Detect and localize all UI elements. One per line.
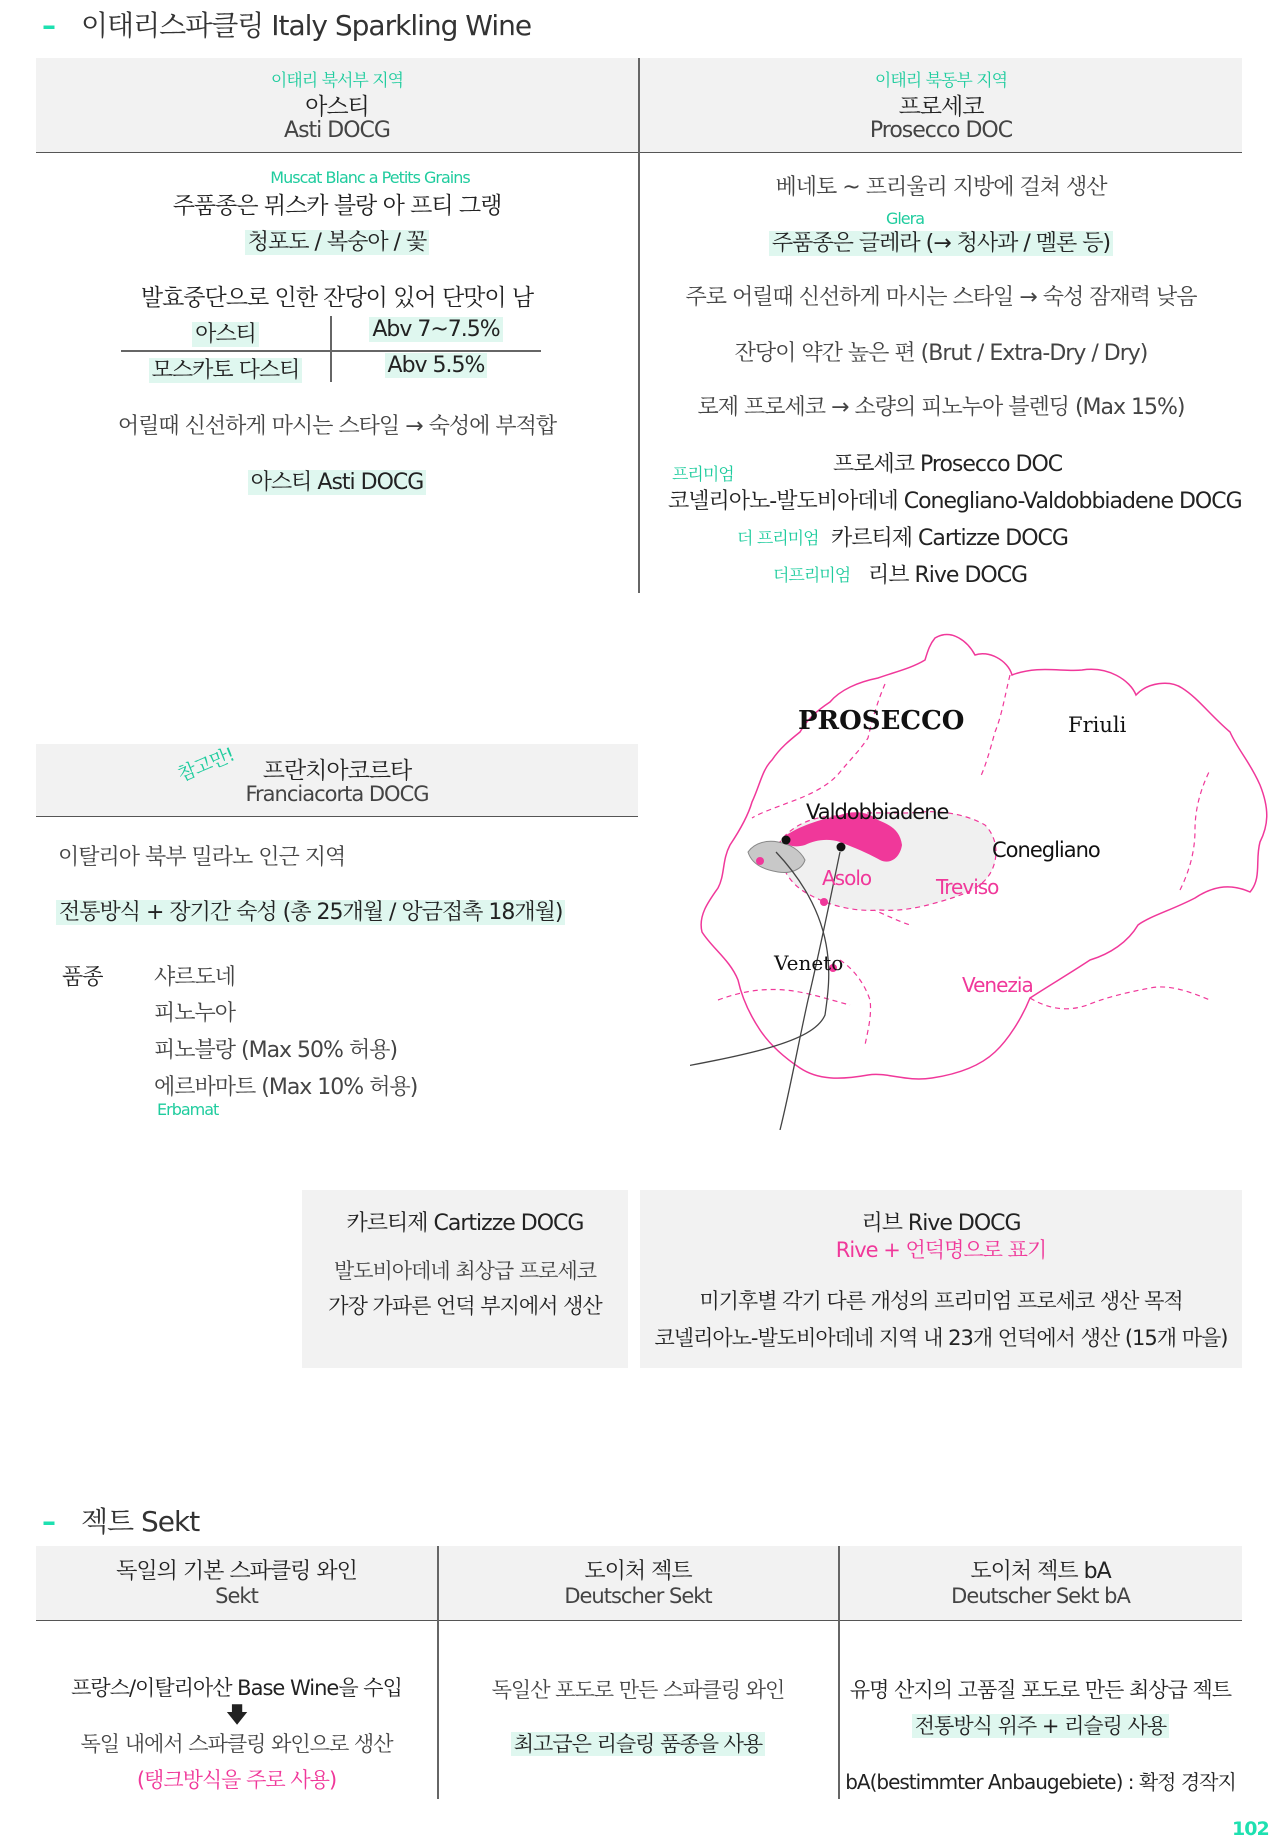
sekt-col-title: 도이처 젝트 bbox=[584, 1559, 692, 1584]
sekt-col2-line2: 최고급은 리슬링 품종을 사용 bbox=[438, 1728, 838, 1758]
sekt-col1-line1: 프랑스/이탈리아산 Base Wine을 수입 bbox=[71, 1676, 402, 1700]
dash-icon: – bbox=[42, 9, 55, 42]
sekt-col1-line3: (탱크방식을 주로 사용) bbox=[136, 1768, 337, 1792]
variety-label: 품종 bbox=[62, 965, 103, 990]
franciacorta-location: 이탈리아 북부 밀라노 인근 지역 bbox=[58, 845, 346, 870]
section-title-italy: – 이태리스파클링 Italy Sparkling Wine bbox=[42, 9, 532, 42]
prosecco-grape-note: Glera bbox=[885, 209, 925, 228]
cartizze-line2: 가장 가파른 언덕 부지에서 생산 bbox=[328, 1294, 602, 1318]
variety-item: 샤르도네 bbox=[154, 965, 236, 990]
map-label-venezia: Venezia bbox=[962, 973, 1033, 997]
tier-rive: 리브 Rive DOCG bbox=[868, 563, 1028, 588]
page-number: 102 bbox=[1232, 1818, 1269, 1840]
prosecco-style: 주로 어릴때 신선하게 마시는 스타일 → 숙성 잠재력 낮음 bbox=[685, 285, 1197, 310]
section-title-sekt: – 젝트 Sekt bbox=[42, 1505, 200, 1538]
erbamat-note: Erbamat bbox=[157, 1100, 219, 1119]
franciacorta-name-ko: 프란치아코르타 bbox=[262, 758, 412, 784]
variety-item: 에르바마트 (Max 10% 허용) bbox=[154, 1075, 418, 1100]
sekt-col2-line1: 독일산 포도로 만든 스파클링 와인 bbox=[491, 1678, 785, 1702]
tier-prosecco-doc: 프로세코 Prosecco DOC bbox=[833, 452, 1063, 477]
asti-sweet: 발효중단으로 인한 잔당이 있어 단맛이 남 bbox=[140, 285, 534, 311]
map-title: PROSECCO bbox=[798, 706, 965, 736]
sekt-col-title: 도이처 젝트 bA bbox=[970, 1559, 1111, 1584]
map-label-treviso: Treviso bbox=[936, 875, 999, 899]
prosecco-grape: 주품종은 글레라 (→ 청사과 / 멜론 등) bbox=[640, 226, 1242, 257]
down-arrow-icon: 🡇 bbox=[225, 1703, 248, 1728]
map-boundary bbox=[840, 960, 871, 1045]
map-boundary bbox=[718, 989, 850, 1005]
asti-footer: 아스티 Asti DOCG bbox=[36, 465, 638, 496]
asolo-dot bbox=[756, 857, 764, 865]
asti-name-ko: 아스티 bbox=[305, 94, 369, 120]
cartizze-line1: 발도비아데네 최상급 프로세코 bbox=[333, 1259, 597, 1283]
sekt-col-title: 독일의 기본 스파클링 와인 bbox=[116, 1559, 357, 1584]
map-label-asolo: Asolo bbox=[822, 866, 872, 890]
tier-tag: 더프리미엄 bbox=[773, 566, 851, 586]
franciacorta-note: 참고만! bbox=[174, 743, 238, 787]
abv-row-value: Abv 5.5% bbox=[331, 353, 541, 378]
cartizze-title: 카르티제 Cartizze DOCG bbox=[346, 1211, 584, 1236]
rive-title: 리브 Rive DOCG bbox=[861, 1211, 1021, 1236]
conegliano-dot bbox=[837, 843, 846, 852]
franciacorta-name-en: Franciacorta DOCG bbox=[245, 782, 429, 806]
rive-line2: 코넬리아노-발도비아데네 지역 내 23개 언덕에서 생산 (15개 마을) bbox=[654, 1326, 1228, 1350]
treviso-dot bbox=[820, 898, 828, 906]
map-label-valdobbiadene: Valdobbiadene bbox=[806, 800, 949, 824]
asti-grape: 주품종은 뮈스카 블랑 아 프티 그랭 bbox=[172, 193, 502, 219]
rive-sub: Rive + 언덕명으로 표기 bbox=[835, 1238, 1047, 1262]
asti-name-en: Asti DOCG bbox=[284, 118, 390, 143]
abv-row-name: 아스티 bbox=[121, 317, 330, 348]
cartizze-connector bbox=[690, 852, 829, 1130]
sekt-col3-line1: 유명 산지의 고품질 포도로 만든 최상급 젝트 bbox=[849, 1678, 1232, 1702]
prosecco-region: 이태리 북동부 지역 bbox=[874, 71, 1008, 91]
sekt-col3-line3: bA(bestimmter Anbaugebiete) : 확정 경작지 bbox=[845, 1770, 1236, 1794]
sekt-col-sub: Sekt bbox=[215, 1584, 258, 1608]
valdobbiadene-dot bbox=[782, 836, 791, 845]
tier-tag: 프리미엄 bbox=[672, 465, 734, 485]
map-boundary bbox=[752, 684, 885, 818]
sekt-col-sub: Deutscher Sekt bbox=[564, 1584, 712, 1608]
map-label-friuli: Friuli bbox=[1068, 713, 1127, 737]
asti-region: 이태리 북서부 지역 bbox=[270, 71, 404, 91]
variety-item: 피노누아 bbox=[154, 1001, 236, 1026]
prosecco-name-en: Prosecco DOC bbox=[869, 118, 1013, 143]
sekt-col3-line2: 전통방식 위주 + 리슬링 사용 bbox=[839, 1710, 1242, 1740]
sekt-col1-line2: 독일 내에서 스파클링 와인으로 생산 bbox=[80, 1732, 393, 1756]
rive-line1: 미기후별 각기 다른 개성의 프리미엄 프로세코 생산 목적 bbox=[699, 1289, 1183, 1313]
map-label-veneto: Veneto bbox=[774, 951, 844, 975]
prosecco-sugar: 잔당이 약간 높은 편 (Brut / Extra-Dry / Dry) bbox=[734, 341, 1148, 366]
map-boundary bbox=[980, 675, 1010, 778]
prosecco-area: 베네토 ~ 프리울리 지방에 걸쳐 생산 bbox=[775, 175, 1107, 200]
map-label-conegliano: Conegliano bbox=[992, 838, 1100, 862]
dash-icon: – bbox=[42, 1505, 55, 1538]
franciacorta-method: 전통방식 + 장기간 숙성 (총 25개월 / 앙금접촉 18개월) bbox=[56, 895, 565, 926]
abv-row-value: Abv 7~7.5% bbox=[331, 317, 541, 342]
abv-row-name: 모스카토 다스티 bbox=[121, 353, 330, 384]
asti-grape-note: Muscat Blanc a Petits Grains bbox=[270, 168, 470, 187]
map-boundary bbox=[1180, 770, 1210, 890]
tier-tag: 더 프리미엄 bbox=[737, 529, 819, 549]
asti-aroma: 청포도 / 복숭아 / 꽃 bbox=[36, 225, 638, 256]
sekt-col-sub: Deutscher Sekt bA bbox=[951, 1584, 1130, 1608]
prosecco-name-ko: 프로세코 bbox=[898, 94, 984, 120]
tier-conegliano: 코넬리아노-발도비아데네 Conegliano-Valdobbiadene DOCG bbox=[668, 489, 1242, 514]
map-boundary bbox=[1030, 987, 1210, 1009]
variety-item: 피노블랑 (Max 50% 허용) bbox=[154, 1038, 398, 1063]
tier-cartizze: 카르티제 Cartizze DOCG bbox=[831, 526, 1068, 551]
prosecco-rose: 로제 프로세코 → 소량의 피노누아 블렌딩 (Max 15%) bbox=[697, 395, 1185, 420]
asti-style: 어릴때 신선하게 마시는 스타일 → 숙성에 부적합 bbox=[117, 414, 557, 439]
